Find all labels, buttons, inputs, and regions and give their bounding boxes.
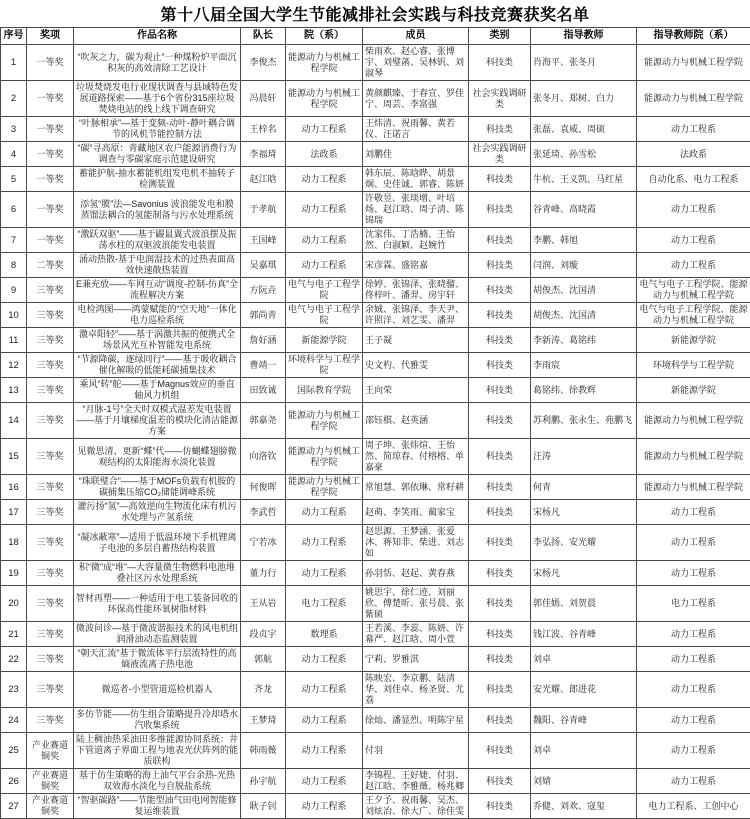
cell-award: 产业赛道铜奖 xyxy=(27,794,74,819)
cell-advisor_dept: 能源动力与机械工程学院 xyxy=(637,439,750,475)
table-row xyxy=(1,303,750,328)
cell-members: 宋彦霖、盛铭嘉 xyxy=(363,253,469,278)
cell-no: 12 xyxy=(1,353,27,378)
cell-advisors: 张冬月、郑树、白力 xyxy=(531,81,637,117)
table-row xyxy=(1,81,750,117)
column-header-dept: 院（系） xyxy=(286,28,363,45)
table-row xyxy=(1,192,750,228)
cell-advisors: 张磊、袁威、周硕 xyxy=(531,117,637,142)
cell-captain: 段贞宇 xyxy=(241,622,286,647)
cell-advisor_dept: 新能源学院 xyxy=(637,328,750,353)
cell-advisor_dept: 能源动力与机械工程学院 xyxy=(637,403,750,439)
cell-dept: 动力工程系 xyxy=(286,647,363,672)
cell-members: 徐灿、潘显烈、明陈宇星 xyxy=(363,708,469,733)
column-header-advisors: 指导教师 xyxy=(531,28,637,45)
cell-dept: 动力工程系 xyxy=(286,117,363,142)
cell-award: 三等奖 xyxy=(27,708,74,733)
table-row xyxy=(1,142,750,167)
cell-captain: 何俊晖 xyxy=(241,475,286,500)
header-row xyxy=(1,28,750,45)
cell-members: 史文杓、代雅雯 xyxy=(363,353,469,378)
cell-captain: 方阮垚 xyxy=(241,278,286,303)
cell-work: “碳”寻高原：青藏地区农户能源消费行为调查与零碳家庭示范建设研究 xyxy=(74,142,241,167)
cell-members: 余娀、张锦泽、李天尹、许照洋、刘艺雯、潘羿 xyxy=(363,303,469,328)
table-row xyxy=(1,586,750,622)
cell-work: 基于仿生策略的海上油气平台余热-光热双效海水淡化与自脱盐系统 xyxy=(74,769,241,794)
cell-no: 10 xyxy=(1,303,27,328)
cell-work: “节源降碳，逐绿同行”——基于吸收耦合催化解吸的低能耗碳捕集技术 xyxy=(74,353,241,378)
cell-advisor_dept: 动力工程系 xyxy=(637,647,750,672)
table-row xyxy=(1,439,750,475)
cell-advisor_dept: 动力工程系 xyxy=(637,192,750,228)
cell-category: 科技类 xyxy=(469,794,531,819)
cell-no: 26 xyxy=(1,769,27,794)
cell-captain: 宁若冰 xyxy=(241,525,286,561)
cell-captain: 董力行 xyxy=(241,561,286,586)
cell-no: 9 xyxy=(1,278,27,303)
cell-captain: 王梦琦 xyxy=(241,708,286,733)
cell-work: E兼充放——车网互动“调度-控制-仿真”全流程解决方案 xyxy=(74,278,241,303)
cell-dept: 动力工程系 xyxy=(286,708,363,733)
cell-members: 徐婷、张锦泽、张晓骝、佟梓叶、潘羿、房宇轩 xyxy=(363,278,469,303)
cell-no: 1 xyxy=(1,45,27,81)
cell-award: 三等奖 xyxy=(27,622,74,647)
cell-captain: 孙宇航 xyxy=(241,769,286,794)
cell-work: 电检鸿图——鸿蒙赋能的“空天地”一体化电力巡检系统 xyxy=(74,303,241,328)
cell-captain: 冯晨轩 xyxy=(241,81,286,117)
cell-work: “朝天汇流”基于微流体平行层流特性的高熵液流离子热电池 xyxy=(74,647,241,672)
cell-captain: 耿子钊 xyxy=(241,794,286,819)
cell-advisor_dept: 动力工程系 xyxy=(637,622,750,647)
cell-advisor_dept: 电力工程系、工创中心 xyxy=(637,794,750,819)
cell-category: 科技类 xyxy=(469,708,531,733)
cell-dept: 动力工程系 xyxy=(286,167,363,192)
cell-no: 21 xyxy=(1,622,27,647)
cell-advisor_dept: 动力工程系 xyxy=(637,500,750,525)
cell-no: 15 xyxy=(1,439,27,475)
cell-captain: 郭尚青 xyxy=(241,303,286,328)
table-row xyxy=(1,500,750,525)
cell-advisors: 安光耀、郎进花 xyxy=(531,672,637,708)
cell-work: 多仿节能——仿生组合策略提升冷却塔水汽收集系统 xyxy=(74,708,241,733)
table-row xyxy=(1,622,750,647)
cell-category: 科技类 xyxy=(469,561,531,586)
cell-advisors: 汪涛 xyxy=(531,439,637,475)
cell-dept: 动力工程系 xyxy=(286,228,363,253)
cell-advisors: 郭佳嫣、刘贺晨 xyxy=(531,586,637,622)
cell-no: 13 xyxy=(1,378,27,403)
cell-no: 11 xyxy=(1,328,27,353)
cell-advisors: 宋杨凡 xyxy=(531,561,637,586)
cell-captain: 吴嘉琪 xyxy=(241,253,286,278)
cell-category: 科技类 xyxy=(469,475,531,500)
table-row xyxy=(1,794,750,819)
cell-advisor_dept: 电力工程系 xyxy=(637,586,750,622)
cell-category: 科技类 xyxy=(469,403,531,439)
cell-advisors: 牛杭、王义凯、马红星 xyxy=(531,167,637,192)
cell-advisor_dept: 法政系 xyxy=(637,142,750,167)
cell-work: 见微思清、更新“蝶”代——仿蝴蝶翅膀微观结构的太阳能海水淡化装置 xyxy=(74,439,241,475)
cell-work: 乘风“转”舵——基于Magnus效应的垂直轴风力机组 xyxy=(74,378,241,403)
cell-advisors: 李新涛、葛铭纬 xyxy=(531,328,637,353)
cell-advisor_dept: 能源动力与机械工程学院 xyxy=(637,81,750,117)
table-row xyxy=(1,328,750,353)
cell-no: 4 xyxy=(1,142,27,167)
cell-advisors: 乔健、刘欢、寇玺 xyxy=(531,794,637,819)
column-header-award: 奖项 xyxy=(27,28,74,45)
table-row xyxy=(1,353,750,378)
cell-dept: 动力工程系 xyxy=(286,561,363,586)
cell-advisor_dept: 动力工程系 xyxy=(637,117,750,142)
cell-advisors: 肖海平、张冬月 xyxy=(531,45,637,81)
cell-award: 一等奖 xyxy=(27,167,74,192)
cell-no: 23 xyxy=(1,672,27,708)
cell-no: 24 xyxy=(1,708,27,733)
table-row xyxy=(1,708,750,733)
table-row xyxy=(1,769,750,794)
cell-advisor_dept: 能源动力与机械工程学院 xyxy=(637,45,750,81)
cell-award: 二等奖 xyxy=(27,253,74,278)
cell-no: 25 xyxy=(1,733,27,769)
cell-category: 科技类 xyxy=(469,378,531,403)
cell-captain: 韩雨薇 xyxy=(241,733,286,769)
cell-advisors: 魏阳、谷青峰 xyxy=(531,708,637,733)
cell-award: 三等奖 xyxy=(27,475,74,500)
cell-advisor_dept: 能源动力与机械工程学院 xyxy=(637,475,750,500)
cell-award: 三等奖 xyxy=(27,278,74,303)
cell-dept: 动力工程系 xyxy=(286,525,363,561)
cell-members: 王向荣 xyxy=(363,378,469,403)
page-title: 第十八届全国大学生节能减排社会实践与科技竞赛获奖名单 xyxy=(0,2,750,25)
cell-captain: 曹靖一 xyxy=(241,353,286,378)
cell-category: 科技类 xyxy=(469,328,531,353)
cell-award: 产业赛道铜奖 xyxy=(27,769,74,794)
table-row xyxy=(1,403,750,439)
cell-captain: 詹好涵 xyxy=(241,328,286,353)
cell-work: 微巡者-小型管道巡检机器人 xyxy=(74,672,241,708)
cell-dept: 法政系 xyxy=(286,142,363,167)
document-page xyxy=(0,2,750,819)
cell-award: 三等奖 xyxy=(27,500,74,525)
cell-advisor_dept: 动力工程系 xyxy=(637,672,750,708)
cell-members: 柴雨欢、赵心睿、张博宇、刘璧菡、吴林钒、刘淑琴 xyxy=(363,45,469,81)
cell-members: 王炜清、祝雨馨、黄若仪、汪诺言 xyxy=(363,117,469,142)
cell-advisor_dept: 电气与电子工程学院、能源动力与机械工程学院 xyxy=(637,303,750,328)
cell-category: 社会实践调研类 xyxy=(469,142,531,167)
cell-dept: 能源动力与机械工程学院 xyxy=(286,45,363,81)
cell-award: 一等奖 xyxy=(27,45,74,81)
cell-members: 韩东辰、陈晗晔、胡景炯、史佳诚、郭睿、陈妍 xyxy=(363,167,469,192)
cell-captain: 赵江晗 xyxy=(241,167,286,192)
cell-category: 科技类 xyxy=(469,622,531,647)
column-header-members: 成员 xyxy=(363,28,469,45)
table-row xyxy=(1,117,750,142)
cell-dept: 能源动力与机械工程学院 xyxy=(286,475,363,500)
cell-advisors: 刘卓 xyxy=(531,733,637,769)
column-header-work: 作品名称 xyxy=(74,28,241,45)
cell-members: 王子凝 xyxy=(363,328,469,353)
cell-category: 科技类 xyxy=(469,672,531,708)
cell-members: 宁莉、罗雅淇 xyxy=(363,647,469,672)
cell-advisor_dept: 动力工程系 xyxy=(637,228,750,253)
column-header-captain: 队长 xyxy=(241,28,286,45)
cell-award: 三等奖 xyxy=(27,586,74,622)
table-row xyxy=(1,647,750,672)
cell-captain: 于孝航 xyxy=(241,192,286,228)
awards-table xyxy=(0,27,750,819)
cell-award: 三等奖 xyxy=(27,525,74,561)
cell-members: 王若溪、李蕊、陈妍、许幕严、赵江晗、周小萱 xyxy=(363,622,469,647)
cell-category: 科技类 xyxy=(469,439,531,475)
cell-advisors: 李鹏、韩旭 xyxy=(531,228,637,253)
cell-advisor_dept: 新能源学院 xyxy=(637,378,750,403)
cell-captain: 王梓名 xyxy=(241,117,286,142)
table-body xyxy=(1,45,750,819)
cell-work: “珠联璧合”——基于MOFs负载有机胺的碳捕集压缩CO₂储能调峰系统 xyxy=(74,475,241,500)
cell-dept: 动力工程系 xyxy=(286,253,363,278)
cell-dept: 新能源学院 xyxy=(286,328,363,353)
cell-category: 科技类 xyxy=(469,228,531,253)
cell-advisor_dept: 动力工程系 xyxy=(637,769,750,794)
cell-work: “月脉-1号”全天时双模式温差发电装置——基于月壤梯度温差的模块化清洁能源方案 xyxy=(74,403,241,439)
cell-no: 16 xyxy=(1,475,27,500)
cell-award: 一等奖 xyxy=(27,117,74,142)
cell-captain: 向洛钦 xyxy=(241,439,286,475)
cell-award: 一等奖 xyxy=(27,142,74,167)
cell-advisors: 胡俊杰、沈国清 xyxy=(531,303,637,328)
column-header-advisor_dept: 指导教师院（系） xyxy=(637,28,750,45)
cell-advisor_dept: 环境科学与工程学院 xyxy=(637,353,750,378)
cell-members: 陈映宏、李京鹏、陆清华、刘佳卓、杨圣贤、尤荔 xyxy=(363,672,469,708)
cell-members: 孙羽恬、赵起、黄春燕 xyxy=(363,561,469,586)
cell-advisors: 何青 xyxy=(531,475,637,500)
cell-dept: 动力工程系 xyxy=(286,794,363,819)
cell-dept: 动力工程系 xyxy=(286,192,363,228)
cell-dept: 动力工程系 xyxy=(286,733,363,769)
column-header-no: 序号 xyxy=(1,28,27,45)
cell-dept: 国际教育学院 xyxy=(286,378,363,403)
table-row xyxy=(1,228,750,253)
cell-work: 陆上稠油热采油田多维能源协同系统：井下管道离子界面工程与地表光伏阵列的能质联构 xyxy=(74,733,241,769)
cell-work: “智驱碳路”——节能型油气田电网智能修复运维装置 xyxy=(74,794,241,819)
cell-members: 沈家伟、丁浩楠、王怡然、白淑颖、赵婉竹 xyxy=(363,228,469,253)
cell-category: 科技类 xyxy=(469,278,531,303)
cell-work: “凝冰蔽寒”—适用于低温环境下手机锂离子电池的多层自蓄热结构装置 xyxy=(74,525,241,561)
cell-advisors: 刘婧 xyxy=(531,769,637,794)
cell-no: 22 xyxy=(1,647,27,672)
cell-advisor_dept: 电气与电子工程学院、能源动力与机械工程学院 xyxy=(637,278,750,303)
cell-category: 科技类 xyxy=(469,500,531,525)
cell-dept: 动力工程系 xyxy=(286,500,363,525)
cell-no: 3 xyxy=(1,117,27,142)
cell-members: 姚思宇、徐仁迹、刘丽欣、傅楚昕、张号晨、张紫硕 xyxy=(363,586,469,622)
cell-category: 科技类 xyxy=(469,353,531,378)
cell-work: 积“微”成“堆”—大容量微生物燃料电池堆叠社区污水处理系统 xyxy=(74,561,241,586)
cell-category: 科技类 xyxy=(469,769,531,794)
cell-dept: 动力工程系 xyxy=(286,769,363,794)
cell-advisor_dept: 动力工程系 xyxy=(637,561,750,586)
cell-members: 许敬昱、张琰增、叶培炀、赵江晗、周子清、陈锦瑞 xyxy=(363,192,469,228)
cell-members: 黄颜麒臻、于春宣、罗佳宁、周芸、李富强 xyxy=(363,81,469,117)
table-row xyxy=(1,475,750,500)
cell-members: 赵萌、李笑雨、蔺家宝 xyxy=(363,500,469,525)
table-row xyxy=(1,733,750,769)
cell-captain: 李武哲 xyxy=(241,500,286,525)
cell-members: 刘鹏佳 xyxy=(363,142,469,167)
cell-award: 三等奖 xyxy=(27,561,74,586)
cell-captain: 王国峰 xyxy=(241,228,286,253)
cell-category: 科技类 xyxy=(469,586,531,622)
cell-work: 灌污扬“氢”—高效逆向生物流化床有机污水处理与产氢系统 xyxy=(74,500,241,525)
table-header xyxy=(1,28,750,45)
cell-no: 2 xyxy=(1,81,27,117)
table-row xyxy=(1,561,750,586)
cell-advisors: 刘卓 xyxy=(531,647,637,672)
cell-no: 27 xyxy=(1,794,27,819)
cell-work: 微波问诊—基于微波谐振技术的风电机组润滑油动态监测装置 xyxy=(74,622,241,647)
cell-dept: 动力工程系 xyxy=(286,672,363,708)
cell-award: 三等奖 xyxy=(27,353,74,378)
table-row xyxy=(1,253,750,278)
cell-category: 科技类 xyxy=(469,525,531,561)
cell-captain: 李俊杰 xyxy=(241,45,286,81)
table-row xyxy=(1,167,750,192)
cell-advisors: 苏利鹏、张永生、苑鹏飞 xyxy=(531,403,637,439)
cell-no: 8 xyxy=(1,253,27,278)
cell-category: 科技类 xyxy=(469,167,531,192)
cell-no: 6 xyxy=(1,192,27,228)
cell-award: 产业赛道铜奖 xyxy=(27,733,74,769)
cell-captain: 李福琦 xyxy=(241,142,286,167)
cell-advisors: 宋杨凡 xyxy=(531,500,637,525)
cell-award: 一等奖 xyxy=(27,192,74,228)
table-row xyxy=(1,45,750,81)
cell-advisor_dept: 自动化系、电力工程系 xyxy=(637,167,750,192)
cell-award: 三等奖 xyxy=(27,403,74,439)
cell-award: 三等奖 xyxy=(27,378,74,403)
cell-advisor_dept: 动力工程系 xyxy=(637,708,750,733)
cell-category: 科技类 xyxy=(469,733,531,769)
cell-no: 17 xyxy=(1,500,27,525)
cell-work: “激跃双驱”——基于鼹鼠翼式波浪摆及振荡水柱的双驱波浪能发电装置 xyxy=(74,228,241,253)
cell-work: 涌动热散-基于电润湿技术的过热表面高效快速散热装置 xyxy=(74,253,241,278)
cell-members: 常旭慧、郭依琳、常籽耕 xyxy=(363,475,469,500)
cell-no: 7 xyxy=(1,228,27,253)
cell-advisors: 胡俊杰、沈国清 xyxy=(531,278,637,303)
table-row xyxy=(1,278,750,303)
cell-advisor_dept: 动力工程系 xyxy=(637,733,750,769)
cell-dept: 能源动力与机械工程学院 xyxy=(286,81,363,117)
cell-advisors: 李雨宸 xyxy=(531,353,637,378)
cell-captain: 王从岩 xyxy=(241,586,286,622)
cell-award: 三等奖 xyxy=(27,647,74,672)
cell-work: 添氢“膜”法—Savonius 波浪能发电和膜蒸馏法耦合的氢能制备与污水处理系统 xyxy=(74,192,241,228)
cell-members: 李锦程、王好婕、付羽、赵江晗、李雅薇、杨兆卿 xyxy=(363,769,469,794)
cell-dept: 电力工程系 xyxy=(286,586,363,622)
cell-advisors: 钱江波、谷青峰 xyxy=(531,622,637,647)
cell-advisors: 闫润、刘璇 xyxy=(531,253,637,278)
cell-award: 一等奖 xyxy=(27,81,74,117)
cell-category: 科技类 xyxy=(469,253,531,278)
cell-category: 社会实践调研类 xyxy=(469,81,531,117)
cell-award: 三等奖 xyxy=(27,439,74,475)
cell-dept: 电气与电子工程学院 xyxy=(286,278,363,303)
cell-advisor_dept: 动力工程系 xyxy=(637,525,750,561)
cell-category: 科技类 xyxy=(469,192,531,228)
cell-work: “叶脉相承”—基于变频-动叶-静叶耦合调节的风机节能控制方法 xyxy=(74,117,241,142)
column-header-category: 类别 xyxy=(469,28,531,45)
cell-dept: 能源动力与机械工程学院 xyxy=(286,439,363,475)
cell-captain: 齐龙 xyxy=(241,672,286,708)
table-row xyxy=(1,672,750,708)
cell-no: 5 xyxy=(1,167,27,192)
cell-category: 科技类 xyxy=(469,45,531,81)
cell-members: 王夕予、祝雨馨、吴杰、刘炫冶、徐大广、徐佳雯 xyxy=(363,794,469,819)
cell-dept: 能源动力与机械工程学院 xyxy=(286,403,363,439)
cell-award: 三等奖 xyxy=(27,303,74,328)
cell-advisors: 李弘扬、安光耀 xyxy=(531,525,637,561)
cell-captain: 郭嘉尧 xyxy=(241,403,286,439)
cell-work: 垃圾焚烧发电行业现状调查与县域特色发展道路探索——基于6个省份315座垃圾焚烧电站的线上线下调查研究 xyxy=(74,81,241,117)
cell-category: 科技类 xyxy=(469,647,531,672)
cell-members: 赵思源、王梦涵、张爱沐、蒋知非、柴进、刘志如 xyxy=(363,525,469,561)
cell-work: 激卓阳轻”——基于涡激共振的便携式全场景风光互补智能发电系统 xyxy=(74,328,241,353)
cell-category: 科技类 xyxy=(469,117,531,142)
table-row xyxy=(1,525,750,561)
cell-advisors: 谷青峰、高晓霞 xyxy=(531,192,637,228)
cell-work: “吹灰之力，碳为观止”一种煤粉炉平面沉积灰的高效清除工艺设计 xyxy=(74,45,241,81)
cell-dept: 电气与电子工程学院 xyxy=(286,303,363,328)
cell-work: 智材再塑——一种适用于电工装备回收的环保高性能环氧树脂材料 xyxy=(74,586,241,622)
cell-award: 三等奖 xyxy=(27,328,74,353)
cell-advisors: 葛铭纬、徐教辉 xyxy=(531,378,637,403)
cell-dept: 环境科学与工程学院 xyxy=(286,353,363,378)
table-row xyxy=(1,378,750,403)
cell-members: 付羽 xyxy=(363,733,469,769)
cell-advisor_dept: 动力工程系 xyxy=(637,253,750,278)
cell-no: 14 xyxy=(1,403,27,439)
cell-members: 邵钰棋、赵英涵 xyxy=(363,403,469,439)
cell-no: 20 xyxy=(1,586,27,622)
cell-no: 18 xyxy=(1,525,27,561)
cell-award: 一等奖 xyxy=(27,228,74,253)
cell-no: 19 xyxy=(1,561,27,586)
cell-dept: 数理系 xyxy=(286,622,363,647)
cell-members: 周子坤、张炜煊、王怡然、简琼春、付榕榕、单嘉豪 xyxy=(363,439,469,475)
cell-captain: 田致诚 xyxy=(241,378,286,403)
cell-category: 科技类 xyxy=(469,303,531,328)
cell-captain: 郭航 xyxy=(241,647,286,672)
cell-advisors: 张延琦、孙雪松 xyxy=(531,142,637,167)
cell-award: 三等奖 xyxy=(27,672,74,708)
cell-work: 蓄能护航-抽水蓄能机组发电机不抽转子检测装置 xyxy=(74,167,241,192)
